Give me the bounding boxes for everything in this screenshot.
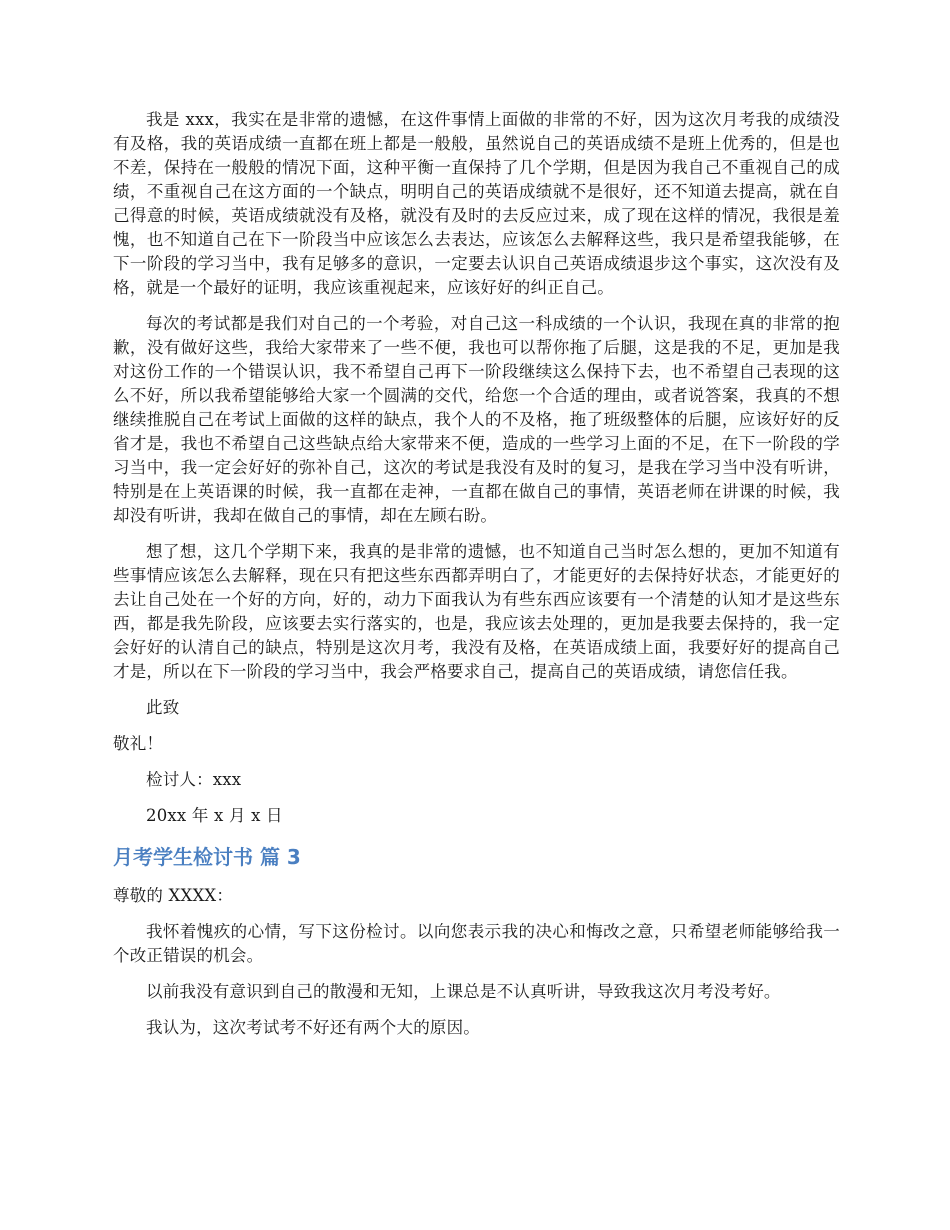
body-paragraph: 我认为，这次考试考不好还有两个大的原因。 <box>146 1018 480 1037</box>
signature: 检讨人：xxx <box>146 770 242 789</box>
body-paragraph: 每次的考试都是我们对自己的一个考验，对自己这一科成绩的一个认识，我现在真的非常的抱歉，没有做好这些，我给大家带来了一些不便，我也可以帮你拖了后腿，这是我的不足，更加是我对这份工作的一个错误认识，我不希望自己再下一阶段继续这么保持下去，也不希望自己表现的这么不好，所以我希望能够给大家一个圆满的交代，给您一个合适的理由，或者说答案，我真的不想继续推脱自己在考试上面做的这样的缺点，我个人的不及格，拖了班级整体的后腿，应该好好的反省才是，我也不希望自己这些缺点给大家带来不便，造成的一些学习上面的不足，在下一阶段的学习当中，我一定会好好的弥补自己，这次的考试是我没有及时的复习，是我在学习当中没有听讲，特别是在上英语课的时候，我一直都在走神，一直都在做自己的事情，英语老师在讲课的时候，我却没有听讲，我却在做自己的事情，却在左顾右盼。 <box>113 314 840 525</box>
section-heading: 月考学生检讨书 篇 3 <box>113 845 301 869</box>
body-paragraph: 我怀着愧疚的心情，写下这份检讨。以向您表示我的决心和悔改之意，只希望老师能够给我一个改正错误的机会。 <box>113 922 840 965</box>
body-paragraph: 想了想，这几个学期下来，我真的是非常的遗憾，也不知道自己当时怎么想的，更加不知道有些事情应该怎么去解释，现在只有把这些东西都弄明白了，才能更好的去保持好状态，才能更好的去让自己处在一个好的方向，好的，动力下面我认为有些东西应该要有一个清楚的认知才是这些东西，都是我先阶段，应该要去实行落实的，也是，我应该去处理的，更加是我要去保持的，我一定会好好的认清自己的缺点，特别是这次月考，我没有及格，在英语成绩上面，我要好好的提高自己才是，所以在下一阶段的学习当中，我会严格要求自己，提高自己的英语成绩，请您信任我。 <box>113 542 840 681</box>
date-line: 20xx 年 x 月 x 日 <box>146 806 283 825</box>
closing-cizhi: 此致 <box>146 698 180 717</box>
body-paragraph: 我是 xxx，我实在是非常的遗憾，在这件事情上面做的非常的不好，因为这次月考我的成绩没有及格，我的英语成绩一直都在班上都是一般般，虽然说自己的英语成绩不是班上优秀的，但是也不差，保持在一般般的情况下面，这种平衡一直保持了几个学期，但是因为我自己不重视自己的成绩，不重视自己在这方面的一个缺点，明明自己的英语成绩就不是很好，还不知道去提高，就在自己得意的时候，英语成绩就没有及格，就没有及时的去反应过来，成了现在这样的情况，我很是羞愧，也不知道自己在下一阶段当中应该怎么去表达，应该怎么去解释这些，我只是希望我能够，在下一阶段的学习当中，我有足够多的意识，一定要去认识自己英语成绩退步这个事实，这次没有及格，就是一个最好的证明，我应该重视起来，应该好好的纠正自己。 <box>113 110 840 297</box>
salutation: 尊敬的 XXXX： <box>113 886 234 905</box>
closing-jingli: 敬礼！ <box>113 734 164 753</box>
document-page <box>113 108 840 1040</box>
body-paragraph: 以前我没有意识到自己的散漫和无知，上课总是不认真听讲，导致我这次月考没考好。 <box>146 982 781 1001</box>
